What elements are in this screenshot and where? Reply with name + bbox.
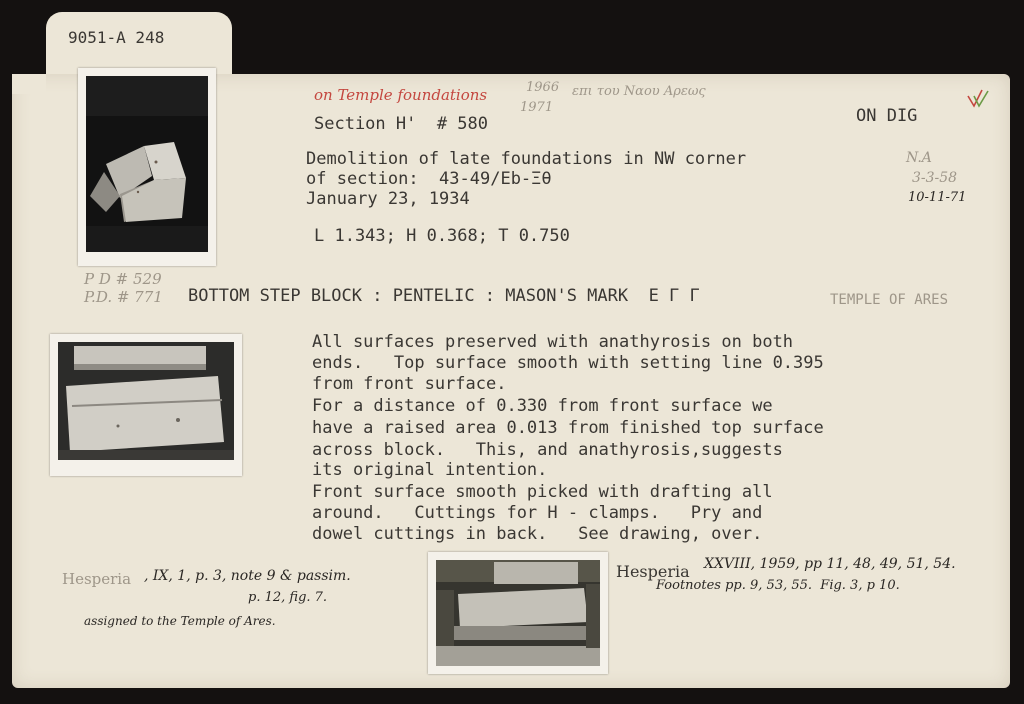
photo-step-foundation — [428, 552, 608, 674]
title-line: BOTTOM STEP BLOCK : PENTELIC : MASON'S MARK E Γ Γ — [188, 286, 700, 306]
ref-right-line-1: XXVIII, 1959, pp 11, 48, 49, 51, 54. — [704, 556, 956, 572]
body-line-6: across block. This, and anathyrosis,suggests — [312, 440, 783, 460]
pd-number-2: P.D. # 771 — [84, 288, 163, 306]
audit-initials: N.A — [906, 150, 932, 166]
note-year-1966: 1966 — [526, 80, 560, 95]
greek-note: επι του Ναου Αρεως — [572, 84, 706, 99]
audit-date-1: 3-3-58 — [912, 170, 958, 186]
ref-left-line-1: , IX, 1, p. 3, note 9 & passim. — [144, 568, 351, 584]
description-line-2: of section: 43-49/Eb-Ξθ — [306, 169, 552, 189]
checkmark-icon — [966, 88, 992, 108]
photo-block-top — [78, 68, 216, 266]
ref-left-line-3: assigned to the Temple of Ares. — [84, 614, 276, 628]
body-line-9: around. Cuttings for H - clamps. Pry and — [312, 503, 763, 523]
ref-left-label: Hesperia — [62, 570, 132, 588]
body-line-5: have a raised area 0.013 from finished top surface — [312, 418, 824, 438]
status-on-dig: ON DIG — [856, 106, 918, 126]
body-line-2: ends. Top surface smooth with setting line 0.395 — [312, 353, 824, 373]
body-line-1: All surfaces preserved with anathyrosis on both — [312, 332, 794, 352]
photo-blocks-middle — [50, 334, 242, 476]
description-line-3: January 23, 1934 — [306, 189, 470, 209]
foundation-photo-image — [436, 560, 600, 666]
ref-left-line-2: p. 12, fig. 7. — [248, 590, 328, 605]
audit-date-2: 10-11-71 — [908, 190, 967, 205]
note-year-1971: 1971 — [520, 100, 554, 115]
dimensions: L 1.343; H 0.368; T 0.750 — [314, 226, 570, 246]
block-photo-image — [86, 76, 208, 252]
ref-right-label: Hesperia — [616, 562, 690, 581]
pd-number-1: P D # 529 — [84, 270, 162, 288]
body-line-4: For a distance of 0.330 from front surface we — [312, 396, 773, 416]
location-note: on Temple foundations — [314, 86, 488, 104]
description-line-1: Demolition of late foundations in NW corner — [306, 149, 747, 169]
title-note: TEMPLE OF ARES — [830, 292, 949, 308]
body-line-8: Front surface smooth picked with drafting all — [312, 482, 773, 502]
body-line-10: dowel cuttings in back. See drawing, over. — [312, 524, 763, 544]
body-line-7: its original intention. — [312, 460, 548, 480]
blocks-photo-image — [58, 342, 234, 460]
ref-right-line-2: Footnotes pp. 9, 53, 55. Fig. 3, p 10. — [656, 578, 900, 593]
body-line-3: from front surface. — [312, 374, 507, 394]
catalog-id: 9051-A 248 — [68, 28, 165, 47]
card-tab-join — [12, 74, 46, 94]
section-line: Section H' # 580 — [314, 114, 488, 134]
